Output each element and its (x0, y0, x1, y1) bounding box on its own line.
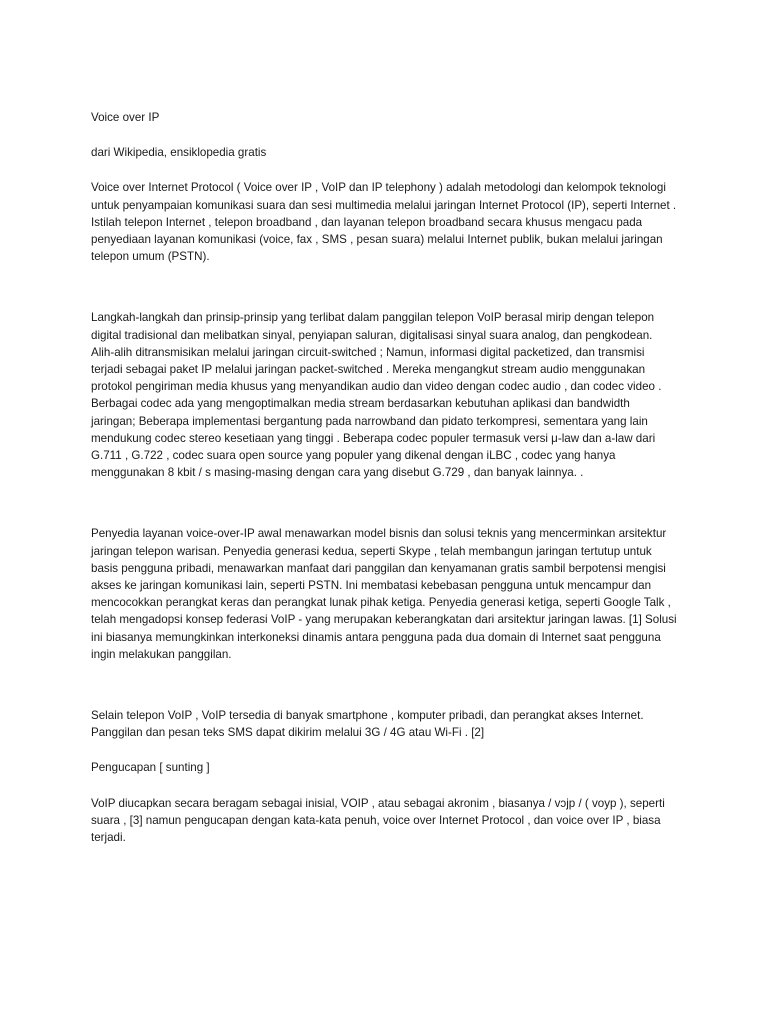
paragraph-protocol: Langkah-langkah dan prinsip-prinsip yang terlibat dalam panggilan telepon VoIP berasal mirip dengan telepon digital tradisional dan melibatkan sinyal, penyiapan saluran, digitalisasi sinyal suara analog, dan pengkodean. Alih-alih ditransmisikan melalui jaringan circuit-switched ; Namun, informasi digital packetized, dan transmisi terjadi sebagai paket IP melalui jaringan packet-switched . Mereka mengangkut stream audio menggunakan protokol pengiriman media khusus yang menyandikan audio dan video dengan codec audio , dan codec video . Berbagai codec ada yang mengoptimalkan media stream berdasarkan kebutuhan aplikasi dan bandwidth jaringan; Beberapa implementasi bergantung pada narrowband dan pidato terkompresi, sementara yang lain mendukung codec stereo kesetiaan yang tinggi . Beberapa codec populer termasuk versi μ-law dan a-law dari G.711 , G.722 , codec suara open source yang populer yang dikenal dengan iLBC , codec yang hanya menggunakan 8 kbit / s masing-masing dengan cara yang disebut G.729 , dan banyak lainnya. . (91, 311, 662, 480)
document-body (91, 109, 677, 846)
pronunciation-heading: Pengucapan [ sunting ] (91, 761, 210, 775)
paragraph-pronunciation: VoIP diucapkan secara beragam sebagai inisial, VOIP , atau sebagai akronim , biasanya / vɔjp / ( voyp ), seperti suara , [3] namun pengucapan dengan kata-kata penuh, voice over Internet Protocol , dan voice over IP , biasa terjadi. (91, 796, 665, 845)
paragraph-intro: Voice over Internet Protocol ( Voice over IP , VoIP dan IP telephony ) adalah metodologi dan kelompok teknologi untuk penyampaian komunikasi suara dan sesi multimedia melalui jaringan Internet Protocol (IP), seperti Internet . Istilah telepon Internet , telepon broadband , dan layanan telepon broadband secara khusus mengacu pada penyediaan layanan komunikasi (voice, fax , SMS , pesan suara) melalui Internet publik, bukan melalui jaringan telepon umum (PSTN). (91, 181, 677, 264)
paragraph-providers: Penyedia layanan voice-over-IP awal menawarkan model bisnis dan solusi teknis yang mencerminkan arsitektur jaringan telepon warisan. Penyedia generasi kedua, seperti Skype , telah membangun jaringan tertutup untuk basis pengguna pribadi, menawarkan manfaat dari panggilan dan kenyamanan gratis sambil berpotensi mengisi akses ke jaringan komunikasi lain, seperti PSTN. Ini membatasi kebebasan pengguna untuk mencampur dan mencocokkan perangkat keras dan perangkat lunak pihak ketiga. Penyedia generasi ketiga, seperti Google Talk , telah mengadopsi konsep federasi VoIP - yang merupakan keberangkatan dari arsitektur jaringan lawas. [1] Solusi ini biasanya memungkinkan interkoneksi dinamis antara pengguna pada dua domain di Internet saat pengguna ingin melakukan panggilan. (91, 527, 677, 661)
document-subtitle: dari Wikipedia, ensiklopedia gratis (91, 146, 267, 160)
paragraph-devices: Selain telepon VoIP , VoIP tersedia di banyak smartphone , komputer pribadi, dan perangkat akses Internet. Panggilan dan pesan teks SMS dapat dikirim melalui 3G / 4G atau Wi-Fi . [2] (91, 709, 644, 740)
document-title: Voice over IP (91, 111, 160, 124)
